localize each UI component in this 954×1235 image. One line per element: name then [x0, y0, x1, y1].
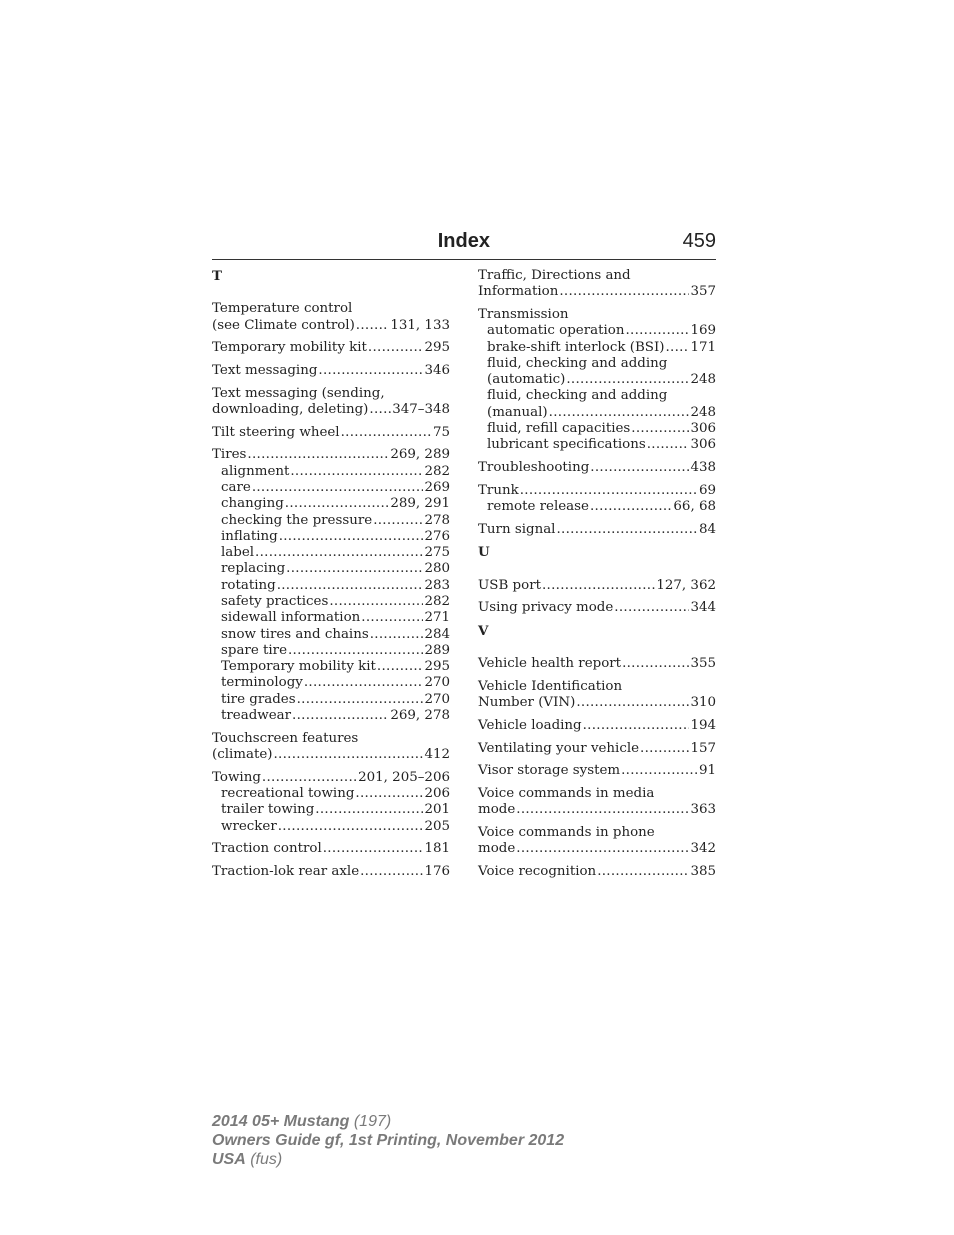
index-entry — [212, 447, 450, 724]
index-entry-line — [478, 268, 716, 284]
dot-leader — [361, 610, 423, 626]
index-subentry-line — [478, 421, 716, 437]
entry-term: (climate) — [212, 747, 273, 763]
index-entry — [212, 864, 450, 880]
dot-leader — [286, 561, 423, 577]
index-subentry-line — [478, 356, 716, 372]
page-reference: 295 — [424, 340, 450, 356]
dot-leader — [556, 522, 697, 538]
dot-leader — [590, 499, 672, 515]
section-title: Index — [437, 230, 490, 252]
entry-term: Transmission — [478, 306, 569, 322]
index-subentry-line — [212, 627, 450, 643]
entry-term: checking the pressure — [221, 512, 373, 528]
index-entry-line — [212, 402, 450, 418]
index-entry-line — [478, 679, 716, 695]
index-subentry-line — [212, 578, 450, 594]
dot-leader — [278, 819, 424, 835]
index-entry-line — [478, 825, 716, 841]
page-reference: 363 — [690, 802, 716, 818]
index-subentry-line — [212, 786, 450, 802]
index-entry-line — [212, 425, 450, 441]
index-entry — [478, 864, 716, 880]
entry-term: Temperature control — [212, 301, 353, 317]
index-entry-line — [212, 731, 450, 747]
index-entry-line — [478, 718, 716, 734]
entry-term: wrecker — [221, 818, 277, 834]
index-subentry-line — [212, 610, 450, 626]
footer-line-2: Owners Guide gf, 1st Printing, November 2012 — [212, 1132, 565, 1149]
index-subentry-line — [212, 643, 450, 659]
dot-leader — [369, 402, 391, 418]
index-entry-line — [212, 747, 450, 763]
entry-term: changing — [221, 496, 284, 512]
page-reference: 342 — [690, 841, 716, 857]
page-reference: 347–348 — [392, 401, 450, 417]
page-header — [212, 230, 716, 260]
entry-term: Vehicle Identification — [478, 679, 623, 695]
page-reference: 269, 289 — [390, 447, 450, 463]
page-reference: 84 — [698, 521, 716, 537]
entry-term: rotating — [221, 577, 276, 593]
page-reference: 66, 68 — [673, 499, 716, 515]
index-entry-line — [478, 841, 716, 857]
entry-term: treadwear — [221, 708, 292, 724]
entry-term: mode — [478, 841, 516, 857]
dot-leader — [597, 864, 689, 880]
page-reference: 282 — [424, 463, 450, 479]
dot-leader — [377, 659, 424, 675]
page-footer — [212, 1112, 564, 1169]
page-reference: 275 — [424, 545, 450, 561]
page-reference: 248 — [690, 404, 716, 420]
page-reference: 270 — [424, 675, 450, 691]
index-entry-line — [478, 695, 716, 711]
dot-leader — [665, 340, 689, 356]
dot-leader — [318, 363, 423, 379]
entry-term: fluid, refill capacities — [487, 421, 631, 437]
entry-term: Temporary mobility kit — [212, 340, 367, 356]
page-reference: 344 — [690, 600, 716, 616]
page-reference: 412 — [424, 747, 450, 763]
index-entry-line — [478, 802, 716, 818]
index-entry-line — [478, 741, 716, 757]
dot-leader — [297, 692, 424, 708]
index-subentry-line — [212, 545, 450, 561]
entry-term: Number (VIN) — [478, 695, 576, 711]
index-entry — [212, 363, 450, 379]
dot-leader — [356, 318, 390, 334]
dot-leader — [355, 786, 423, 802]
index-entry-line — [212, 386, 450, 402]
index-subentry-line — [212, 513, 450, 529]
entry-term: Turn signal — [478, 521, 556, 537]
entry-term: label — [221, 545, 255, 561]
index-entry — [212, 841, 450, 857]
dot-leader — [285, 496, 390, 512]
entry-term: inflating — [221, 528, 278, 544]
page-reference: 201, 205–206 — [358, 769, 450, 785]
entry-term: Vehicle health report — [478, 656, 622, 672]
page-reference: 295 — [424, 659, 450, 675]
index-entry — [478, 268, 716, 301]
page-reference: 278 — [424, 512, 450, 528]
index-entry — [478, 763, 716, 779]
page-reference: 269 — [424, 479, 450, 495]
dot-leader — [323, 841, 424, 857]
index-letter-heading: V — [478, 623, 489, 640]
dot-leader — [516, 802, 689, 818]
entry-term: Towing — [212, 769, 261, 785]
entry-term: Tilt steering wheel — [212, 424, 340, 440]
dot-leader — [373, 513, 423, 529]
index-entry-line — [212, 864, 450, 880]
entry-term: spare tire — [221, 642, 287, 658]
entry-term: Trunk — [478, 482, 519, 498]
dot-leader — [370, 627, 424, 643]
dot-leader — [277, 578, 424, 594]
dot-leader — [288, 643, 423, 659]
page-reference: 169 — [690, 323, 716, 339]
entry-term: USB port — [478, 577, 541, 593]
entry-term: (automatic) — [487, 372, 566, 388]
index-entry — [478, 786, 716, 819]
page-reference: 306 — [690, 421, 716, 437]
index-subentry-line — [478, 323, 716, 339]
index-subentry-line — [212, 708, 450, 724]
index-entry — [478, 578, 716, 594]
entry-term: mode — [478, 802, 516, 818]
entry-term: Voice commands in phone — [478, 825, 655, 841]
index-entry — [478, 656, 716, 672]
entry-term: care — [221, 479, 251, 495]
footer-line-1: 2014 05+ Mustang (197) — [212, 1113, 392, 1130]
index-entry-line — [212, 318, 450, 334]
index-entry — [212, 301, 450, 334]
dot-leader — [549, 405, 690, 421]
index-entry-line — [212, 770, 450, 786]
page-reference: 276 — [424, 528, 450, 544]
dot-leader — [292, 708, 389, 724]
index-subentry-line — [212, 675, 450, 691]
page-reference: 270 — [424, 691, 450, 707]
entry-term: Text messaging — [212, 362, 318, 378]
page-reference: 91 — [698, 763, 716, 779]
page-reference: 284 — [424, 626, 450, 642]
index-subentry-line — [212, 594, 450, 610]
dot-leader — [279, 529, 424, 545]
dot-leader — [559, 284, 689, 300]
entry-term: Temporary mobility kit — [221, 659, 376, 675]
entry-term: tire grades — [221, 691, 296, 707]
index-letter-heading: T — [212, 268, 222, 284]
page-reference: 181 — [424, 841, 450, 857]
entry-term: alignment — [221, 463, 290, 479]
index-entry-line — [212, 363, 450, 379]
index-entry — [478, 718, 716, 734]
page-reference: 385 — [690, 864, 716, 880]
entry-term: Text messaging (sending, — [212, 385, 385, 401]
index-subentry-line — [478, 405, 716, 421]
entry-term: Using privacy mode — [478, 600, 614, 616]
index-subentry-line — [212, 692, 450, 708]
entry-term: Traction control — [212, 841, 322, 857]
page-reference: 280 — [424, 561, 450, 577]
index-entry-line — [478, 763, 716, 779]
dot-leader — [315, 802, 423, 818]
dot-leader — [583, 718, 690, 734]
index-entry — [212, 386, 450, 419]
index-subentry-line — [212, 802, 450, 818]
index-subentry-line — [478, 499, 716, 515]
index-entry-line — [478, 864, 716, 880]
entry-term: lubricant specifications — [487, 437, 646, 453]
page-reference: 131, 133 — [390, 317, 450, 333]
dot-leader — [304, 675, 424, 691]
index-entry-line — [478, 522, 716, 538]
page-reference: 438 — [690, 460, 716, 476]
dot-leader — [542, 578, 655, 594]
entry-term: brake-shift interlock (BSI) — [487, 339, 665, 355]
entry-term: snow tires and chains — [221, 626, 369, 642]
entry-term: fluid, checking and adding — [487, 388, 668, 404]
index-subentry-line — [478, 340, 716, 356]
entry-term: sidewall information — [221, 610, 361, 626]
dot-leader — [516, 841, 689, 857]
entry-term: downloading, deleting) — [212, 401, 369, 417]
index-subentry-line — [212, 464, 450, 480]
index-entry-line — [478, 284, 716, 300]
index-entry-line — [478, 460, 716, 476]
page-reference: 289 — [424, 642, 450, 658]
entry-term: Information — [478, 284, 559, 300]
dot-leader — [360, 864, 423, 880]
dot-leader — [566, 372, 689, 388]
index-entry — [212, 425, 450, 441]
page-reference: 310 — [690, 695, 716, 711]
page-reference: 171 — [690, 339, 716, 355]
index-subentry-line — [478, 388, 716, 404]
page-reference: 271 — [424, 610, 450, 626]
index-entry-line — [212, 301, 450, 317]
index-column-right — [478, 268, 716, 887]
index-entry-line — [478, 786, 716, 802]
index-entry-line — [212, 447, 450, 463]
page-reference: 269, 278 — [390, 708, 450, 724]
dot-leader — [520, 483, 698, 499]
index-entry-line — [212, 340, 450, 356]
dot-leader — [255, 545, 423, 561]
index-subentry-line — [212, 659, 450, 675]
dot-leader — [341, 425, 432, 441]
page-reference: 289, 291 — [390, 496, 450, 512]
page-reference: 157 — [690, 740, 716, 756]
index-entry — [478, 825, 716, 858]
index-entry-line — [478, 307, 716, 323]
index-entry — [212, 770, 450, 835]
dot-leader — [262, 770, 357, 786]
entry-term: replacing — [221, 561, 286, 577]
dot-leader — [329, 594, 423, 610]
index-subentry-line — [212, 529, 450, 545]
page-reference: 206 — [424, 786, 450, 802]
entry-term: (see Climate control) — [212, 317, 355, 333]
index-entry-line — [478, 656, 716, 672]
dot-leader — [590, 460, 689, 476]
index-subentry-line — [478, 437, 716, 453]
entry-term: automatic operation — [487, 323, 625, 339]
entry-term: Troubleshooting — [478, 460, 590, 476]
dot-leader — [631, 421, 689, 437]
index-entry — [478, 741, 716, 757]
index-entry — [478, 483, 716, 516]
page-reference: 127, 362 — [656, 577, 716, 593]
entry-term: Visor storage system — [478, 763, 621, 779]
entry-term: Traffic, Directions and — [478, 268, 631, 283]
dot-leader — [252, 480, 424, 496]
entry-term: remote release — [487, 499, 589, 515]
index-entry-line — [212, 841, 450, 857]
index-subentry-line — [478, 372, 716, 388]
index-entry — [212, 340, 450, 356]
entry-term: Vehicle loading — [478, 718, 582, 734]
page-reference: 176 — [424, 864, 450, 880]
index-letter-heading: U — [478, 544, 490, 561]
entry-term: terminology — [221, 675, 303, 691]
index-entry-line — [478, 578, 716, 594]
entry-term: safety practices — [221, 594, 329, 609]
dot-leader — [274, 747, 424, 763]
dot-leader — [368, 340, 424, 356]
dot-leader — [614, 600, 689, 616]
page-reference: 75 — [432, 424, 450, 440]
page-reference: 69 — [698, 482, 716, 498]
dot-leader — [621, 763, 698, 779]
page-reference: 194 — [690, 718, 716, 734]
dot-leader — [576, 695, 689, 711]
page-reference: 201 — [424, 802, 450, 818]
index-entry — [478, 522, 716, 538]
entry-term: recreational towing — [221, 786, 355, 802]
entry-term: Traction-lok rear axle — [212, 864, 360, 880]
page-reference: 357 — [690, 284, 716, 300]
entry-term: Touchscreen features — [212, 730, 359, 746]
page-reference: 306 — [690, 437, 716, 453]
page-reference: 282 — [424, 594, 450, 609]
index-entry — [478, 307, 716, 454]
dot-leader — [647, 437, 690, 453]
entry-term: trailer towing — [221, 802, 315, 818]
index-subentry-line — [212, 496, 450, 512]
entry-term: (manual) — [487, 404, 548, 420]
index-entry — [478, 679, 716, 712]
page-number: 459 — [682, 230, 716, 252]
index-entry — [478, 460, 716, 476]
dot-leader — [622, 656, 689, 672]
dot-leader — [640, 741, 689, 757]
index-entry-line — [478, 483, 716, 499]
page-reference: 283 — [424, 577, 450, 593]
dot-leader — [290, 464, 423, 480]
index-subentry-line — [212, 819, 450, 835]
entry-term: Voice commands in media — [478, 786, 655, 802]
index-subentry-line — [212, 480, 450, 496]
index-entry — [478, 600, 716, 616]
entry-term: Ventilating your vehicle — [478, 740, 640, 756]
page-reference: 355 — [690, 656, 716, 672]
page-reference: 346 — [424, 362, 450, 378]
page-reference: 205 — [424, 818, 450, 834]
entry-term: Tires — [212, 447, 247, 463]
index-column-left — [212, 268, 450, 887]
page-reference: 248 — [690, 372, 716, 388]
index-entry — [212, 731, 450, 764]
entry-term: fluid, checking and adding — [487, 355, 668, 371]
index-subentry-line — [212, 561, 450, 577]
footer-line-3: USA (fus) — [212, 1151, 283, 1168]
dot-leader — [247, 447, 389, 463]
entry-term: Voice recognition — [478, 864, 597, 880]
dot-leader — [625, 323, 689, 339]
index-entry-line — [478, 600, 716, 616]
